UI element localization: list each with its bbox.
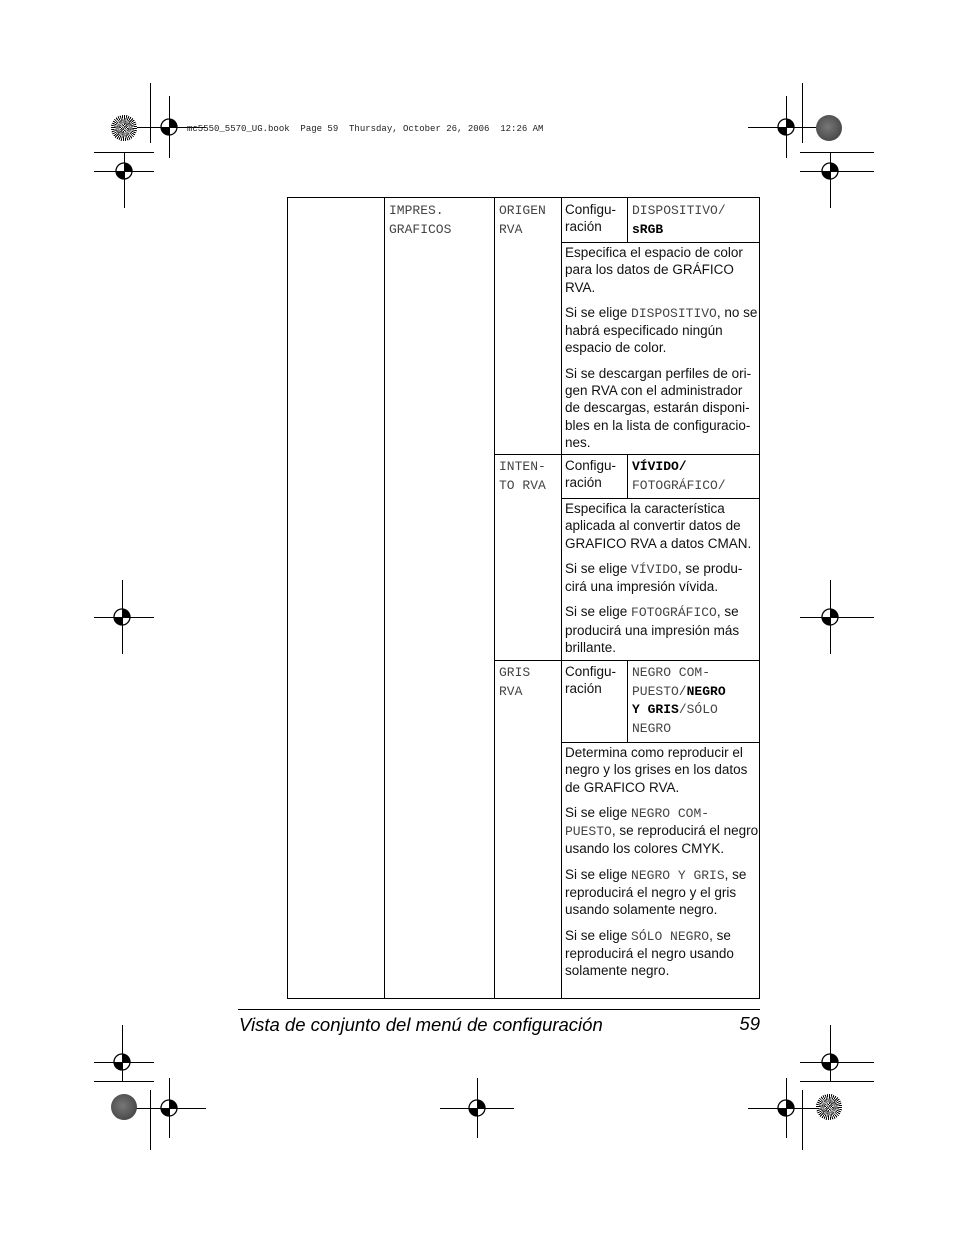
config-values: DISPOSITIVO/ sRGB bbox=[632, 203, 726, 237]
gray-swatch-icon bbox=[816, 115, 842, 141]
registration-mark-icon bbox=[816, 157, 844, 185]
setting-name-origen-rva: ORIGEN RVA bbox=[499, 203, 546, 237]
registration-mark-icon bbox=[772, 1094, 800, 1122]
config-values: VÍVIDO/ FOTOGRÁFICO/ bbox=[632, 459, 726, 493]
setting-name-gris-rva: GRIS RVA bbox=[499, 665, 531, 699]
registration-mark-icon bbox=[463, 1094, 491, 1122]
setting-name-intento-rva: INTEN- TO RVA bbox=[499, 459, 546, 493]
footer-rule bbox=[238, 1009, 760, 1010]
config-values: NEGRO COM- PUESTO/NEGRO Y GRIS/SÓLO NEGRO bbox=[632, 665, 726, 736]
registration-mark-icon bbox=[155, 113, 183, 141]
config-label: Configu- ración bbox=[565, 202, 617, 235]
registration-mark-icon bbox=[110, 157, 138, 185]
config-label: Configu- ración bbox=[565, 664, 617, 697]
page-number: 59 bbox=[739, 1013, 760, 1034]
setting-description: Especifica el espacio de color para los datos de GRÁFICO RVA. Si se elige DISPOSITIVO, no se habrá especificado ningún espacio de color. Si se descargan perfiles de ori-gen RVA con el administrador de descargas, estarán disponi-bles en la lista de configuracio-nes. bbox=[565, 245, 758, 450]
starburst-target-icon bbox=[111, 115, 137, 141]
config-label: Configu- ración bbox=[565, 458, 617, 491]
registration-mark-icon bbox=[816, 1048, 844, 1076]
menu-table bbox=[287, 197, 760, 999]
registration-mark-icon bbox=[108, 603, 136, 631]
setting-description: Determina como reproducir el negro y los grises en los datos de GRAFICO RVA. Si se elige NEGRO COM-PUESTO, se reproducirá el negro usando los colores CMYK. Si se elige NEGRO Y GRIS, se reproducirá el negro y el gris usando solamente negro. Si se elige SÓLO NEGRO, se reproducirá el negro usando solamente negro. bbox=[565, 745, 759, 979]
starburst-target-icon bbox=[816, 1094, 842, 1120]
registration-mark-icon bbox=[772, 113, 800, 141]
setting-description: Especifica la característica aplicada al convertir datos de GRAFICO RVA a datos CMAN. Si se elige VÍVIDO, se produ-cirá una impresión vívida. Si se elige FOTOGRÁFICO, se producirá una impresión más brillante. bbox=[565, 501, 752, 656]
registration-mark-icon bbox=[155, 1094, 183, 1122]
registration-mark-icon bbox=[816, 603, 844, 631]
menu-category-label: IMPRES. GRAFICOS bbox=[389, 203, 452, 237]
book-header-line: mc5550_5570_UG.book Page 59 Thursday, October 26, 2006 12:26 AM bbox=[187, 124, 544, 134]
registration-mark-icon bbox=[108, 1048, 136, 1076]
footer-section-title: Vista de conjunto del menú de configuración bbox=[239, 1014, 603, 1035]
gray-swatch-icon bbox=[111, 1094, 137, 1120]
